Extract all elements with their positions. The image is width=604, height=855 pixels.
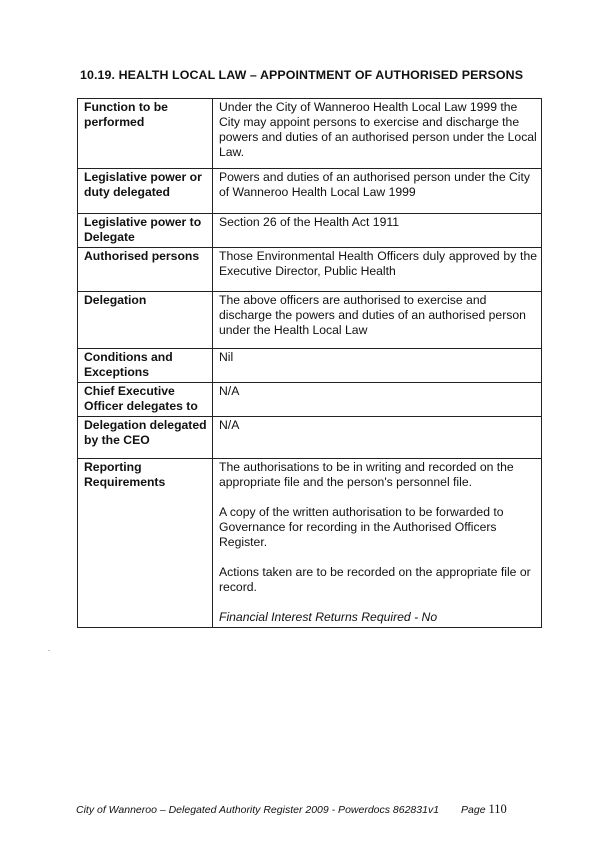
row-value-reporting: [213, 459, 542, 628]
footer-text: City of Wanneroo – Delegated Authority Register 2009 - Powerdocs 862831v1: [76, 804, 440, 816]
table-row: [78, 99, 542, 169]
table-row: [78, 349, 542, 383]
row-label-delegated-by-ceo: Delegation delegated by the CEO: [78, 417, 213, 459]
table-row: [78, 248, 542, 292]
page-footer: [76, 802, 507, 817]
row-label-power-to-delegate: Legislative power to Delegate: [78, 214, 213, 248]
table-row: [78, 214, 542, 248]
row-value-ceo-delegates-to: N/A: [213, 383, 542, 417]
row-label-conditions: Conditions and Exceptions: [78, 349, 213, 383]
reporting-para-2: A copy of the written authorisation to be forwarded to Governance for recording in the Authorised Officers Register.: [219, 505, 504, 549]
row-value-power-to-delegate: Section 26 of the Health Act 1911: [213, 214, 542, 248]
row-value-delegation: The above officers are authorised to exercise and discharge the powers and duties of an authorised person under the Health Local Law: [213, 292, 542, 349]
table-row: [78, 417, 542, 459]
page-label: Page: [461, 804, 486, 816]
row-label-function: Function to be performed: [78, 99, 213, 169]
row-value-authorised-persons: Those Environmental Health Officers duly approved by the Executive Director, Public Health: [213, 248, 542, 292]
row-label-legislative-power: Legislative power or duty delegated: [78, 169, 213, 214]
table-row: [78, 292, 542, 349]
reporting-para-4: Financial Interest Returns Required - No: [219, 610, 438, 624]
table-row: [78, 383, 542, 417]
row-label-delegation: Delegation: [78, 292, 213, 349]
reporting-para-3: Actions taken are to be recorded on the appropriate file or record.: [219, 565, 531, 594]
scan-speck: [48, 650, 50, 651]
row-value-delegated-by-ceo: N/A: [213, 417, 542, 459]
row-label-reporting: Reporting Requirements: [78, 459, 213, 628]
page-heading: 10.19. HEALTH LOCAL LAW – APPOINTMENT OF AUTHORISED PERSONS: [80, 68, 524, 82]
table-row: [78, 459, 542, 628]
delegation-table: [77, 98, 542, 628]
page-number: 110: [488, 802, 507, 816]
row-value-function: Under the City of Wanneroo Health Local Law 1999 the City may appoint persons to exercise and discharge the powers and duties of an authorised person under the Local Law.: [213, 99, 542, 169]
reporting-para-1: The authorisations to be in writing and recorded on the appropriate file and the person's personnel file.: [219, 460, 514, 489]
row-value-legislative-power: Powers and duties of an authorised person under the City of Wanneroo Health Local Law 1999: [213, 169, 542, 214]
table-row: [78, 169, 542, 214]
row-label-ceo-delegates-to: Chief Executive Officer delegates to: [78, 383, 213, 417]
row-value-conditions: Nil: [213, 349, 542, 383]
row-label-authorised-persons: Authorised persons: [78, 248, 213, 292]
